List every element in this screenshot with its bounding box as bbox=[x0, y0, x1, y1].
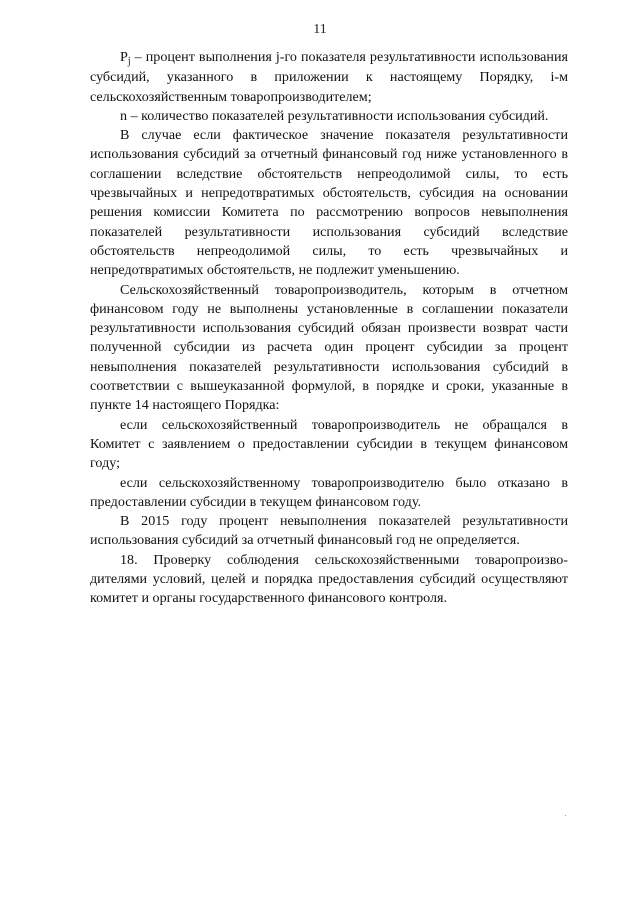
variable-symbol: P bbox=[120, 49, 128, 65]
scan-speck bbox=[565, 815, 566, 816]
paragraph-item-18: 18. Проверку соблюдения сельскохозяйственными товаропроизво-дителями условий, целей и порядка предоставления субсидий осуществляют комитет и органы государственного финансового контроля. bbox=[90, 551, 568, 607]
paragraph-variable-n: n – количество показателей результативности использования субсидий. bbox=[120, 107, 549, 124]
variable-subscript: j bbox=[127, 56, 131, 67]
paragraph-formula-variable bbox=[90, 48, 568, 107]
document-body bbox=[90, 48, 568, 609]
paragraph-year-2015: В 2015 году процент невыполнения показателей результативности использования субсидий за отчетный финансовый год не определяется. bbox=[90, 513, 568, 549]
page-number: 11 bbox=[313, 22, 327, 37]
variable-definition: – процент выполнения j-го показателя результативности использования субсидий, указанного в приложении к настоящему Порядку, i-м сельскохозяйственным товаропроизводителем; bbox=[90, 49, 568, 105]
paragraph-refund-obligation: Сельскохозяйственный товаропроизводитель, которым в отчетном финансовом году не выполнены установленные в соглашении показатели результативности использования субсидий обязан произвести возврат части полученной субсидии из расчета один процент субсидии за процент невыполнения показателей результативности использования субсидий в соответствии с вышеуказанной формулой, в порядке и сроки, указанные в пункте 14 настоящего Порядка: bbox=[90, 281, 568, 414]
paragraph-condition-no-application: если сельскохозяйственный товаропроизводитель не обращался в Комитет с заявлением о предоставлении субсидии в текущем финансовом году; bbox=[90, 416, 568, 472]
paragraph-force-majeure: В случае если фактическое значение показателя результативности использования субсидий за отчетный финансовый год ниже установленного в соглашении вследствие обстоятельств непреодолимой силы, то есть чрезвычайных и непредотвратимых обстоятельств, субсидия на основании решения комиссии Комитета по рассмотрению вопросов невыполнения показателей результативности использования субсидий вследствие обстоятельств непреодолимой силы, то есть чрезвычайных и непредотвратимых обстоятельств, не подлежит уменьшению. bbox=[90, 127, 568, 279]
paragraph-condition-refused: если сельскохозяйственному товаропроизводителю было отказано в предоставлении субсидии в текущем финансовом году. bbox=[90, 474, 568, 510]
